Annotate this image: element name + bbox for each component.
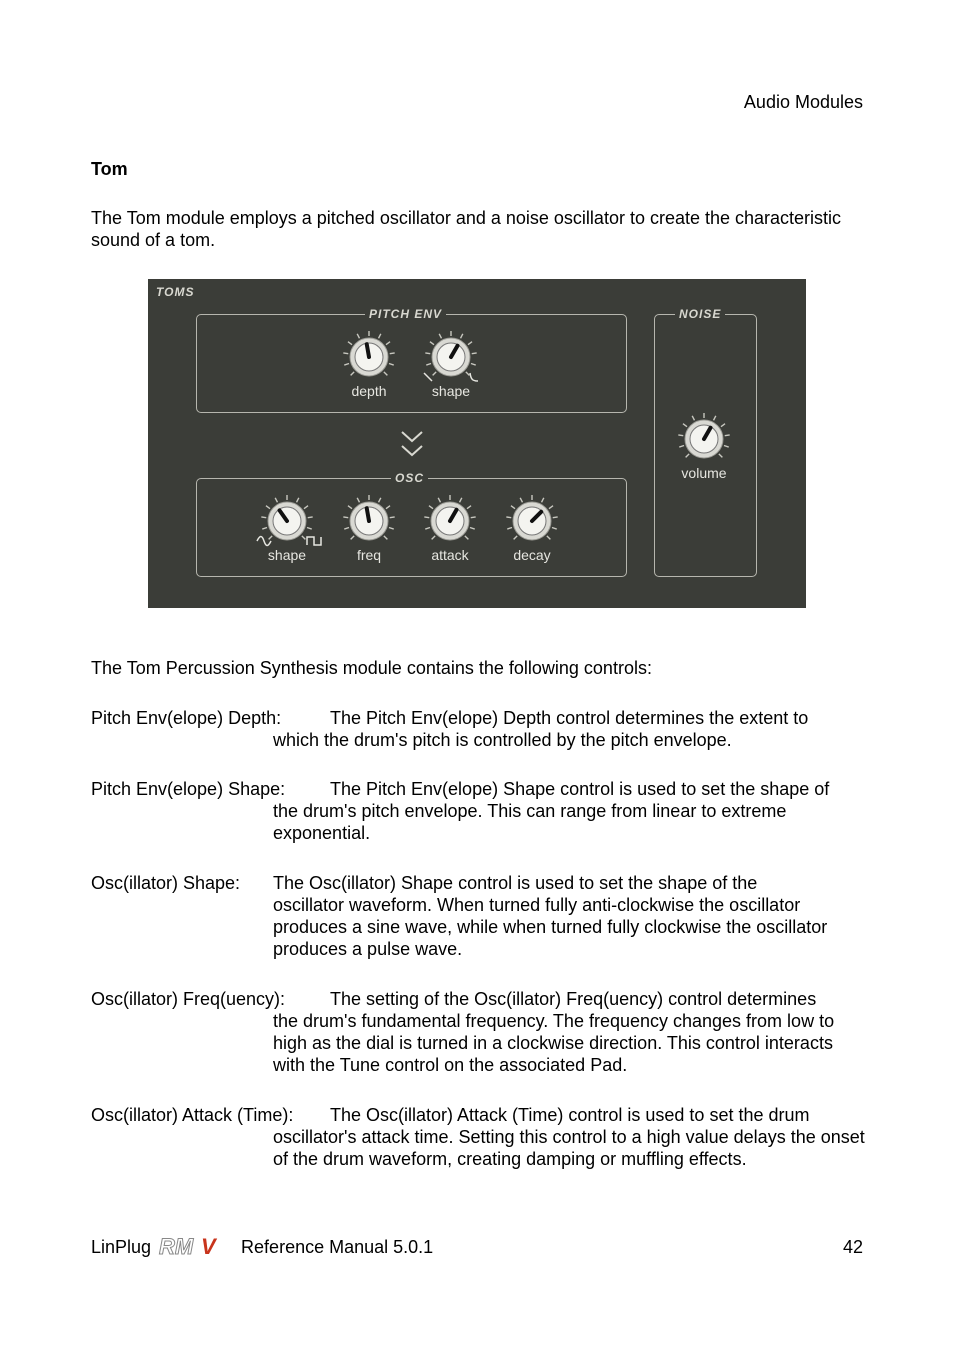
definition-description <box>273 872 868 960</box>
noise-label: NOISE <box>675 306 725 322</box>
linear-curve-icon <box>422 371 434 383</box>
definition-term: Osc(illator) Freq(uency): <box>91 989 286 1009</box>
footer-manual: Reference Manual 5.0.1 <box>241 1237 434 1257</box>
controls-intro: The Tom Percussion Synthesis module contains the following controls: <box>91 658 652 678</box>
knob-label: volume <box>681 465 727 481</box>
panel-title: TOMS <box>156 285 195 299</box>
pitch-env-shape-knob[interactable] <box>416 331 486 403</box>
definition-rest: the drum's pitch envelope. This can range from linear to extreme exponential. <box>273 801 787 843</box>
knob-label: shape <box>267 547 307 563</box>
osc-shape-knob[interactable] <box>252 495 322 567</box>
osc-attack-knob[interactable] <box>415 495 485 567</box>
knob-label: depth <box>351 383 387 399</box>
definition-term: Pitch Env(elope) Depth: <box>91 708 282 728</box>
definition-description <box>273 988 868 1076</box>
osc-decay-knob[interactable] <box>497 495 567 567</box>
svg-text:RM: RM <box>159 1236 194 1258</box>
sine-wave-icon <box>256 535 272 547</box>
definition-first-line: The setting of the Osc(illator) Freq(uency) control determines <box>330 989 817 1009</box>
noise-volume-knob[interactable] <box>669 413 739 485</box>
pulse-wave-icon <box>306 535 322 547</box>
definition-rest: the drum's fundamental frequency. The frequency changes from low to high as the dial is turned in a clockwise direction. This control interacts with the Tune control on the associated Pad. <box>273 1011 835 1075</box>
svg-text:V: V <box>201 1236 216 1258</box>
section-heading: Tom <box>91 159 128 179</box>
definition-first-line: The Pitch Env(elope) Depth control determines the extent to <box>330 708 809 728</box>
exponential-curve-icon <box>468 371 480 383</box>
footer-brand: LinPlug <box>91 1237 152 1257</box>
osc-freq-knob[interactable] <box>334 495 404 567</box>
running-header: Audio Modules <box>743 92 863 112</box>
definition-rest: oscillator's attack time. Setting this control to a high value delays the onset of the drum waveform, creating damping or muffling effects. <box>273 1127 865 1169</box>
definition-term: Pitch Env(elope) Shape: <box>91 779 286 799</box>
knob-dial-icon <box>669 413 739 467</box>
knob-dial-icon <box>334 495 404 549</box>
page-number: 42 <box>842 1237 863 1257</box>
osc-label: OSC <box>391 470 428 486</box>
knob-label: decay <box>513 547 551 563</box>
footer-left <box>91 1236 433 1258</box>
knob-dial-icon <box>334 331 404 385</box>
definition-term: Osc(illator) Attack (Time): <box>91 1105 294 1125</box>
pitch-env-depth-knob[interactable] <box>334 331 404 403</box>
definition-description <box>273 1104 868 1170</box>
intro-paragraph: The Tom module employs a pitched oscillator and a noise oscillator to create the characteristic sound of a tom. <box>91 208 842 250</box>
definition-description <box>273 778 868 844</box>
definition-first-line: The Osc(illator) Shape control is used to set the shape of the <box>273 873 758 893</box>
definition-first-line: The Osc(illator) Attack (Time) control is used to set the drum <box>330 1105 810 1125</box>
knob-dial-icon <box>497 495 567 549</box>
knob-label: attack <box>431 547 469 563</box>
rmv-logo <box>157 1236 235 1258</box>
definition-term: Osc(illator) Shape: <box>91 873 241 893</box>
pitch-env-section <box>196 307 627 413</box>
definition-description <box>273 707 868 751</box>
tom-module-panel <box>148 279 806 608</box>
definition-rest: oscillator waveform. When turned fully anti-clockwise the oscillator produces a sine wave, while when turned fully clockwise the oscillator produces a pulse wave. <box>273 895 828 959</box>
knob-label: freq <box>356 547 382 563</box>
definition-rest: which the drum's pitch is controlled by the pitch envelope. <box>273 730 732 750</box>
definition-first-line: The Pitch Env(elope) Shape control is used to set the shape of <box>330 779 830 799</box>
knob-dial-icon <box>415 495 485 549</box>
knob-label: shape <box>431 383 471 399</box>
chevron-down-icon <box>400 429 424 461</box>
pitch-env-label: PITCH ENV <box>365 306 446 322</box>
